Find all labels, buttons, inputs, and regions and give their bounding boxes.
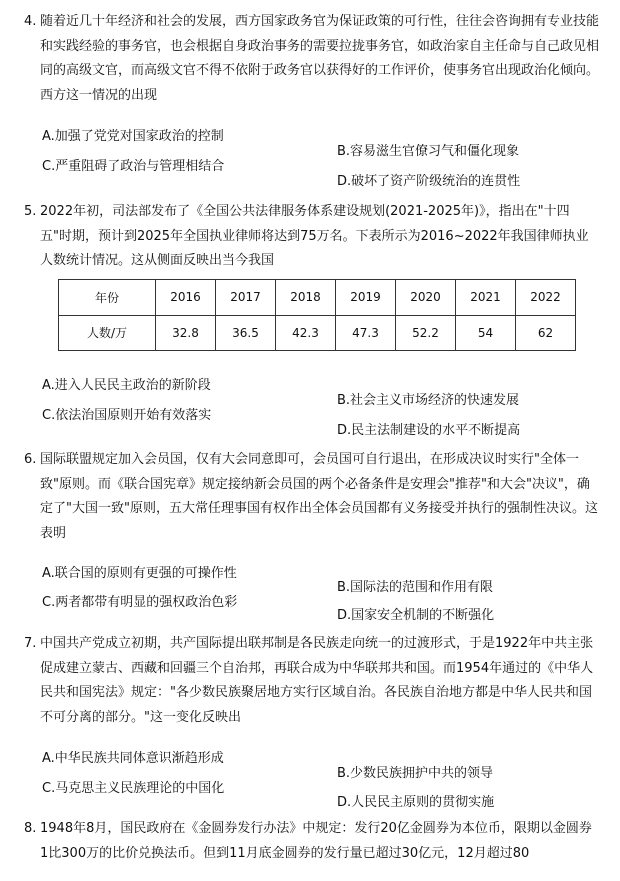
table-cell: 62: [516, 315, 576, 351]
question-number: 8.: [24, 821, 37, 836]
table-row: [59, 315, 576, 351]
question-7: [24, 632, 600, 730]
table-cell: 2017: [216, 280, 276, 316]
table-cell: 2022: [516, 280, 576, 316]
q5-option-a[interactable]: A.进入人民民主政治的新阶段: [42, 378, 211, 393]
table-row: [59, 280, 576, 316]
q7-option-d[interactable]: D.人民民主原则的贯彻实施: [337, 795, 495, 810]
q5-option-b[interactable]: B.社会主义市场经济的快速发展: [337, 393, 520, 408]
table-cell: 2021: [456, 280, 516, 316]
table-cell: 36.5: [216, 315, 276, 351]
q7-option-a[interactable]: A.中华民族共同体意识渐趋形成: [42, 751, 224, 766]
q6-option-c[interactable]: C.两者都带有明显的强权政治色彩: [42, 595, 238, 610]
table-cell: 32.8: [156, 315, 216, 351]
q4-option-b[interactable]: B.容易滋生官僚习气和僵化现象: [337, 144, 520, 159]
question-stem: 中国共产党成立初期，共产国际提出联邦制是各民族走向统一的过渡形式，于是1922年中共主张促成建立蒙古、西藏和回疆三个自治邦，再联合成为中华联邦共和国。而1954年通过的《中华人民共和国宪法》规定："各少数民族聚居地方实行区域自治。各民族自治地方都是中华人民共和国不可分离的部分。"这一变化反映出: [40, 636, 594, 725]
question-number: 6.: [24, 452, 37, 467]
q6-option-d[interactable]: D.国家安全机制的不断强化: [337, 608, 495, 623]
table-cell: 42.3: [276, 315, 336, 351]
q7-option-c[interactable]: C.马克思主义民族理论的中国化: [42, 781, 225, 796]
q5-option-d[interactable]: D.民主法制建设的水平不断提高: [337, 423, 521, 438]
q6-option-a[interactable]: A.联合国的原则有更强的可操作性: [42, 566, 237, 581]
table-cell: 2020: [396, 280, 456, 316]
table-cell: 2016: [156, 280, 216, 316]
lawyer-count-table: [58, 279, 576, 351]
question-number: 4.: [24, 14, 37, 29]
question-4: [24, 10, 600, 108]
q4-option-d[interactable]: D.破坏了资产阶级统治的连贯性: [337, 174, 521, 189]
table-cell: 54: [456, 315, 516, 351]
q7-option-b[interactable]: B.少数民族拥护中共的领导: [337, 766, 494, 781]
question-5: [24, 200, 600, 274]
question-stem: 2022年初，司法部发布了《全国公共法律服务体系建设规划(2021-2025年)》，指出在"十四五"时期，预计到2025年全国执业律师将达到75万名。下表所示为2016~2022年我国律师执业人数统计情况。这从侧面反映出当今我国: [40, 204, 589, 268]
question-number: 7.: [24, 636, 37, 651]
table-header-cell: 年份: [59, 280, 156, 316]
table-cell: 2018: [276, 280, 336, 316]
question-stem: 随着近几十年经济和社会的发展，西方国家政务官为保证政策的可行性，往往会咨询拥有专业技能和实践经验的事务官，也会根据自身政治事务的需要拉拢事务官，如政治家自主任命与自己政见相同的高级文官，而高级文官不得不依附于政务官以获得好的工作评价，使事务官出现政治化倾向。西方这一情况的出现: [40, 14, 600, 103]
table-header-cell: 人数/万: [59, 315, 156, 351]
question-6: [24, 448, 600, 546]
q4-option-a[interactable]: A.加强了党党对国家政治的控制: [42, 129, 224, 144]
q4-option-c[interactable]: C.严重阻碍了政治与管理相结合: [42, 159, 225, 174]
table-cell: 2019: [336, 280, 396, 316]
question-stem: 国际联盟规定加入会员国，仅有大会同意即可，会员国可自行退出，在形成决议时实行"全体一致"原则。而《联合国宪章》规定接纳新会员国的两个必备条件是安理会"推荐"和大会"决议"，确定了"大国一致"原则，五大常任理事国有权作出全体会员国都有义务接受并执行的强制性决议。这表明: [40, 452, 598, 541]
question-8: [24, 817, 600, 866]
question-number: 5.: [24, 204, 37, 219]
q6-option-b[interactable]: B.国际法的范围和作用有限: [337, 580, 494, 595]
table-cell: 47.3: [336, 315, 396, 351]
question-stem: 1948年8月，国民政府在《金圆券发行办法》中规定：发行20亿金圆券为本位币，限期以金圆券1比300万的比价兑换法币。但到11月底金圆券的发行量已超过30亿元，12月超过80: [40, 821, 592, 861]
table-cell: 52.2: [396, 315, 456, 351]
q5-option-c[interactable]: C.依法治国原则开始有效落实: [42, 408, 212, 423]
